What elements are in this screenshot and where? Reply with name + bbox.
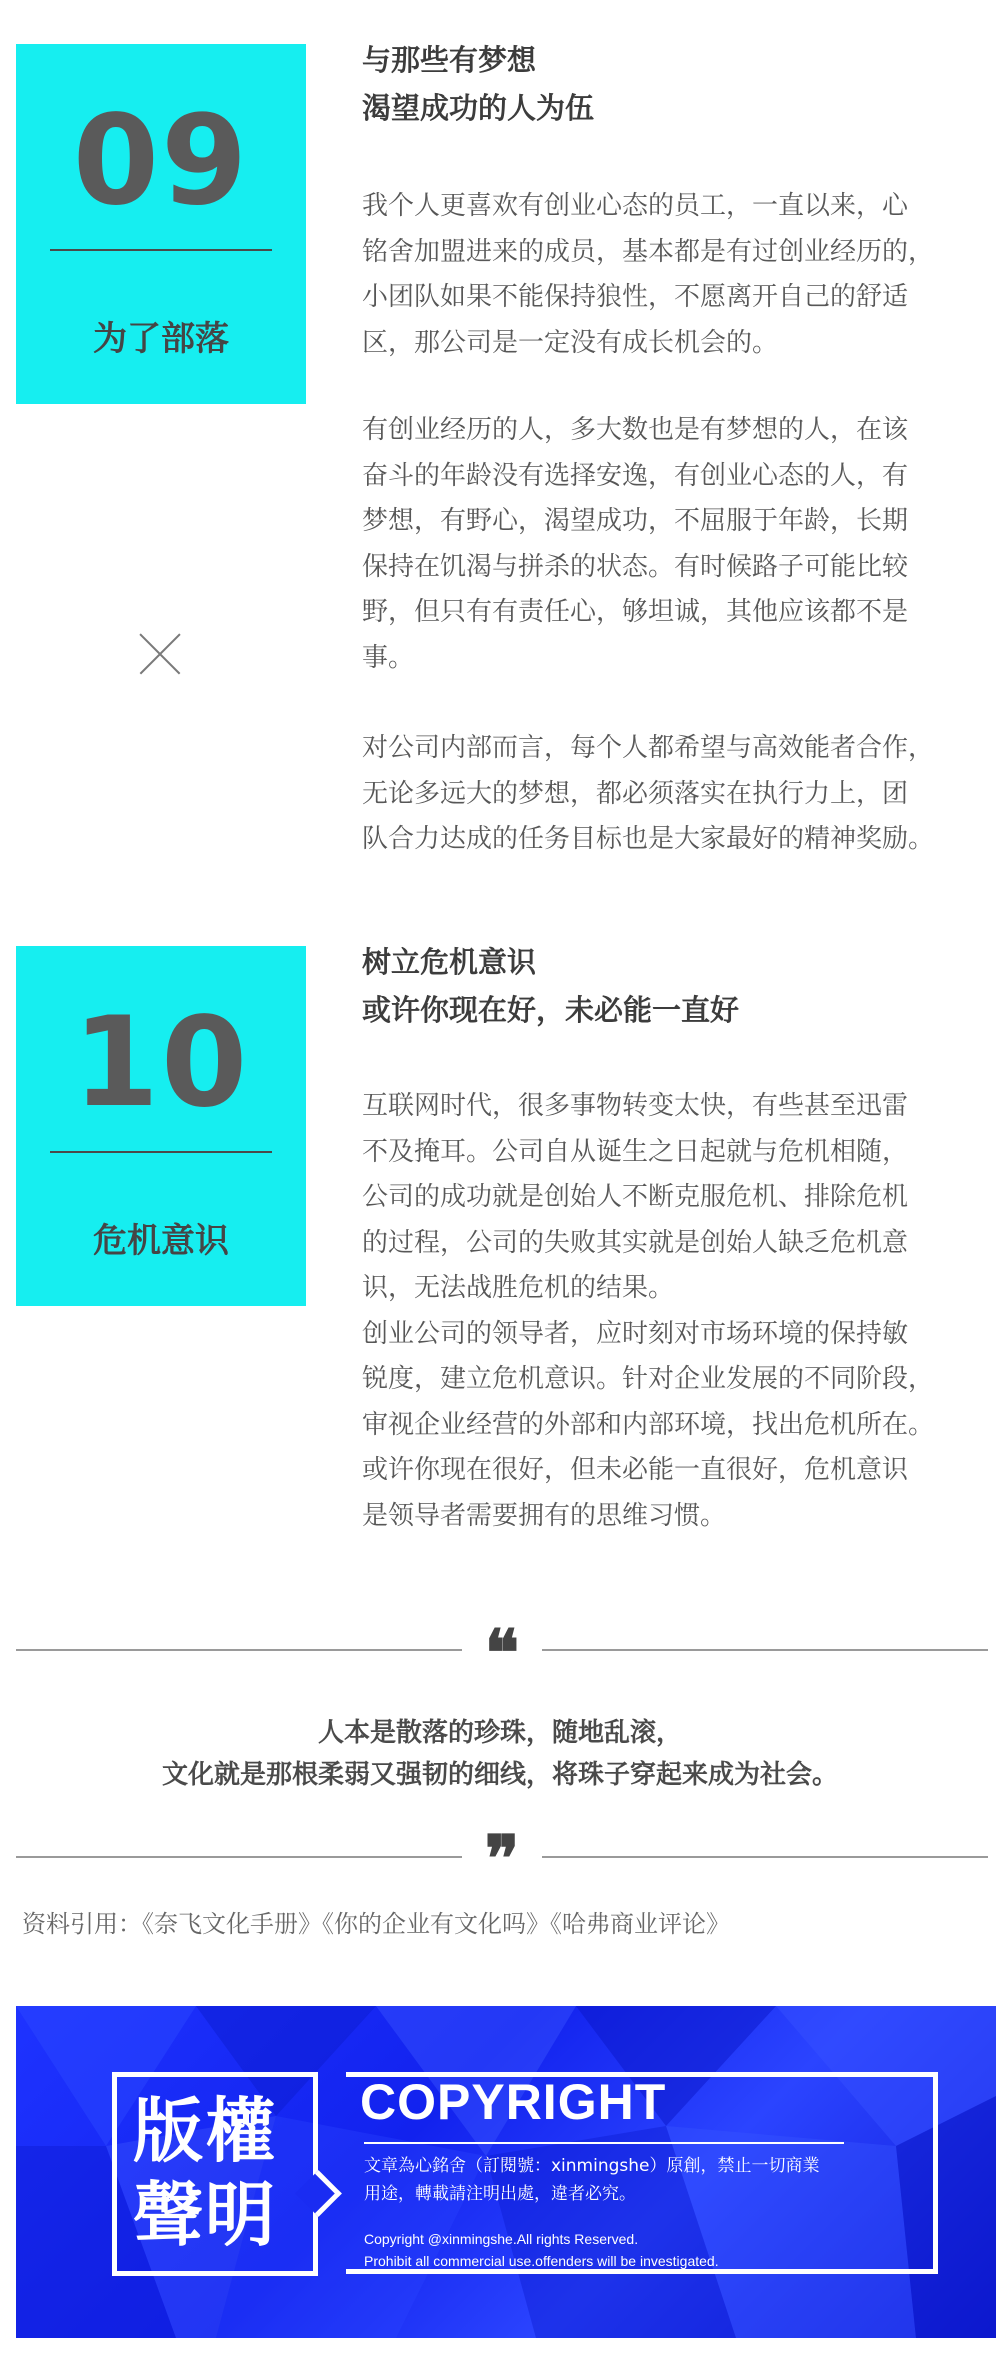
text-line: 野，但只有有责任心，够坦诚，其他应该都不是 [362, 597, 909, 627]
text-line: 识，无法战胜危机的结果。 [362, 1273, 675, 1303]
text-line: Prohibit all commercial use.offenders will be investigated. [364, 2253, 719, 2269]
section-caption: 为了部落 [93, 319, 229, 359]
text-line: 有创业经历的人，多大数也是有梦想的人，在该 [362, 415, 909, 445]
text-line: 的过程，公司的失败其实就是创始人缺乏危机意 [362, 1227, 909, 1258]
text-line: 是领导者需要拥有的思维习惯。 [362, 1500, 727, 1531]
open-quote-icon: ❝ [484, 1616, 520, 1691]
copyright-cn-text [364, 2152, 820, 2208]
section-09-badge [16, 44, 306, 404]
text-line: 梦想，有野心，渴望成功，不屈服于年龄，长期 [362, 506, 909, 536]
reference-note: 资料引用：《奈飞文化手册》《你的企业有文化吗》《哈弗商业评论》 [22, 1910, 730, 1938]
text-line: 互联网时代，很多事物转变太快，有些甚至迅雷 [362, 1091, 909, 1121]
text-line: 不及掩耳。公司自从诞生之日起就与危机相随， [362, 1136, 909, 1167]
text-line: 文章為心銘舍（訂閱號：xinmingshe）原創，禁止一切商業 [364, 2156, 820, 2176]
stamp-line: 聲明 [133, 2174, 277, 2256]
text-line: 保持在饥渴与拼杀的状态。有时候路子可能比较 [362, 551, 909, 582]
badge-divider [50, 1151, 272, 1153]
text-line: 我个人更喜欢有创业心态的员工，一直以来，心 [362, 191, 909, 221]
text-line: 队合力达成的任务目标也是大家最好的精神奖励。 [362, 824, 935, 854]
section-10-badge [16, 946, 306, 1306]
section-caption: 危机意识 [93, 1221, 229, 1261]
text-line: 奋斗的年龄没有选择安逸，有创业心态的人，有 [362, 460, 909, 491]
text-line: 创业公司的领导者，应时刻对市场环境的保持敏 [362, 1318, 909, 1349]
section-10-paragraph [362, 1084, 1000, 1539]
quote-rule-left [16, 1649, 462, 1651]
quote-rule-right [542, 1649, 988, 1651]
text-line: 无论多远大的梦想，都必须落实在执行力上，团 [362, 778, 909, 809]
heading-line: 树立危机意识 [362, 945, 537, 979]
heading-line: 渴望成功的人为伍 [362, 91, 595, 125]
section-09-paragraph-2 [362, 408, 1000, 681]
quote-text [0, 1712, 1000, 1796]
quote-line: 人本是散落的珍珠，随地乱滚， [317, 1718, 682, 1748]
text-line: 或许你现在很好，但未必能一直很好，危机意识 [362, 1455, 909, 1485]
section-number: 09 [72, 89, 250, 233]
section-09-paragraph-3 [362, 726, 1000, 863]
copyright-stamp [112, 2072, 318, 2276]
heading-line: 或许你现在好，未必能一直好 [362, 993, 740, 1027]
text-line: 锐度，建立危机意识。针对企业发展的不同阶段， [362, 1364, 935, 1394]
text-line: 小团队如果不能保持狼性，不愿离开自己的舒适 [362, 282, 909, 312]
quote-rule-left [16, 1856, 462, 1858]
section-number: 10 [72, 991, 250, 1135]
quote-line: 文化就是那根柔弱又强韧的细线，将珠子穿起来成为社会。 [161, 1760, 838, 1790]
cross-icon [138, 632, 182, 676]
stamp-line: 版權 [133, 2090, 277, 2172]
copyright-banner [16, 2006, 996, 2338]
section-10-heading [362, 938, 982, 1034]
section-09-paragraph-1 [362, 184, 1000, 366]
text-line: 铭舍加盟进来的成员，基本都是有过创业经历的， [362, 236, 935, 267]
section-09-heading [362, 36, 982, 132]
close-quote-icon: ❞ [484, 1822, 520, 1897]
text-line: 区，那公司是一定没有成长机会的。 [362, 327, 779, 358]
heading-line: 与那些有梦想 [362, 43, 537, 77]
text-line: 事。 [362, 642, 415, 673]
badge-divider [50, 249, 272, 251]
text-line: 审视企业经营的外部和内部环境，找出危机所在。 [362, 1409, 935, 1440]
copyright-divider [364, 2142, 844, 2144]
quote-rule-right [542, 1856, 988, 1858]
text-line: Copyright @xinmingshe.All rights Reserved. [364, 2231, 639, 2247]
stamp-text [133, 2089, 303, 2257]
copyright-en-text [364, 2228, 719, 2272]
text-line: 用途，轉載請注明出處，違者必究。 [364, 2184, 636, 2204]
copyright-title: COPYRIGHT [360, 2074, 667, 2130]
text-line: 对公司内部而言，每个人都希望与高效能者合作， [362, 733, 935, 763]
text-line: 公司的成功就是创始人不断克服危机、排除危机 [362, 1182, 909, 1212]
